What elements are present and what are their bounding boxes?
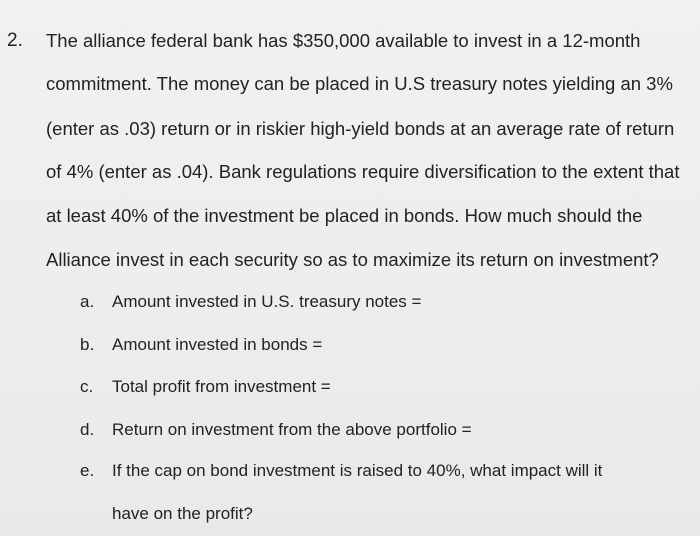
subquestion-c-letter: c.	[80, 377, 94, 396]
question-line-5: at least 40% of the investment be placed in bonds. How much should the	[46, 205, 643, 226]
subquestion-e-text-line-2: have on the profit?	[112, 504, 253, 523]
question-line-2: commitment. The money can be placed in U.S treasury notes yielding an 3%	[46, 73, 673, 94]
subquestion-e-letter: e.	[80, 461, 95, 480]
subquestion-a-text: Amount invested in U.S. treasury notes =	[112, 292, 422, 311]
question-number: 2.	[7, 30, 23, 51]
subquestion-a-letter: a.	[80, 292, 95, 311]
subquestion-e-text-line-1: If the cap on bond investment is raised to 40%, what impact will it	[112, 461, 603, 480]
subquestion-b-letter: b.	[80, 335, 95, 354]
question-line-4: of 4% (enter as .04). Bank regulations require diversification to the extent that	[46, 161, 680, 182]
subquestion-b-text: Amount invested in bonds =	[112, 335, 323, 354]
subquestion-d-letter: d.	[80, 420, 95, 439]
question-line-6: Alliance invest in each security so as to maximize its return on investment?	[46, 249, 659, 270]
subquestion-d-text: Return on investment from the above portfolio =	[112, 420, 472, 439]
subquestion-c-text: Total profit from investment =	[112, 377, 331, 396]
question-line-1: The alliance federal bank has $350,000 available to invest in a 12-month	[46, 30, 641, 51]
question-line-3: (enter as .03) return or in riskier high-yield bonds at an average rate of return	[46, 118, 675, 139]
